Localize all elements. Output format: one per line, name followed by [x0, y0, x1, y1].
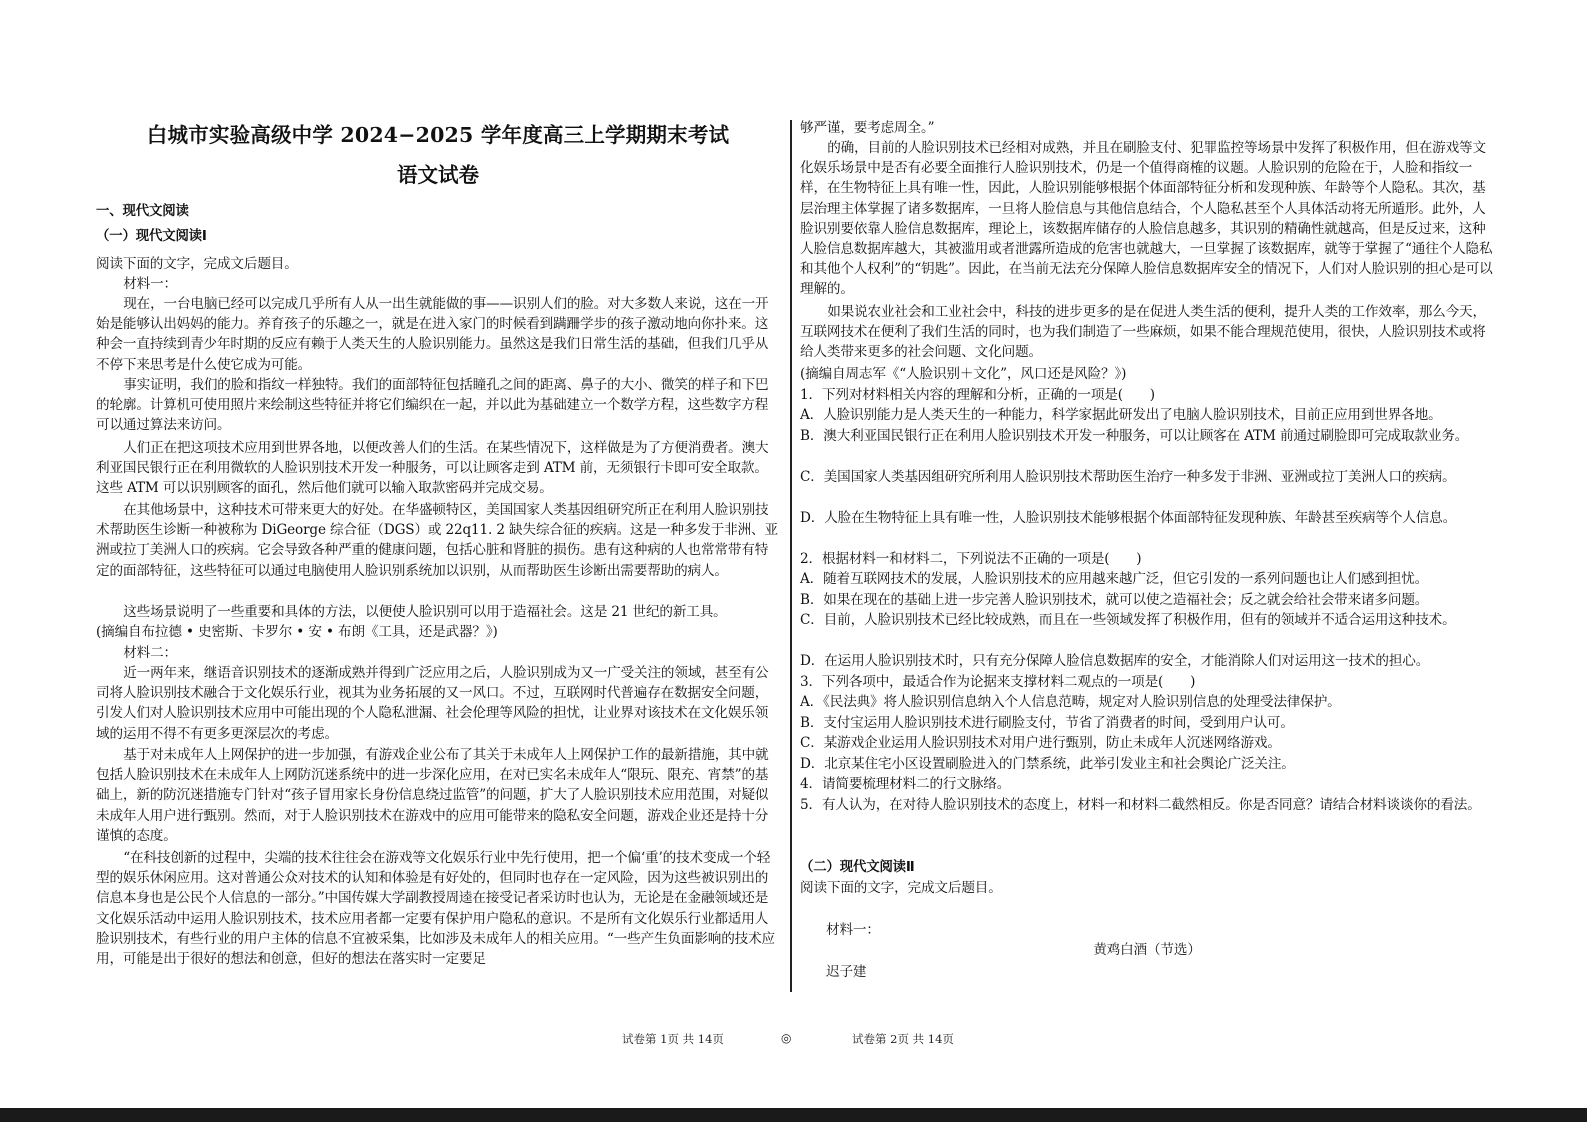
question-4: 4．请简要梳理材料二的行文脉络。	[800, 776, 1011, 792]
material-1-source: (摘编自布拉德 • 史密斯、卡罗尔 • 安 • 布朗《工具，还是武器？》)	[96, 624, 498, 640]
question-2: 2．根据材料一和材料二，下列说法不正确的一项是( )	[800, 551, 1142, 567]
question-2-option-a: A．随着互联网技术的发展，人脸识别技术的应用越来越广泛，但它引发的一系列问题也让人们感到担忧。	[800, 571, 1429, 587]
question-1-option-c: C．美国国家人类基因组研究所利用人脸识别技术帮助医生治疗一种多发于非洲、亚洲或拉丁美洲人口的疾病。	[800, 469, 1456, 485]
material-2-paragraph-3: “在科技创新的过程中，尖端的技术往往会在游戏等文化娱乐行业中先行使用，把一个偏‘重’的技术变成一个轻型的娱乐休闲应用。这对普通公众对技术的认知和体验是有好处的，但同时也存在一定风险，因为这些被识别出的信息本身也是公民个人信息的一部分。”中国传媒大学副教授周逵在接受记者采访时也认为，无论是在金融领域还是文化娱乐活动中运用人脸识别技术，技术应用者都一定要有保护用户隐私的意识。不是所有文化娱乐行业都适用人脸识别技术，有些行业的用户主体的信息不宜被采集，比如涉及未成年人的相关应用。“一些产生负面影响的技术应用，可能是出于很好的想法和创意，但好的想法在落实时一定要足	[96, 850, 775, 968]
material-2-continuation: 够严谨，要考虑周全。”	[800, 120, 935, 136]
column-divider	[790, 120, 792, 992]
reading-2-material-1-label: 材料一：	[826, 922, 880, 938]
question-3-option-b: B．支付宝运用人脸识别技术进行刷脸支付，节省了消费者的时间，受到用户认可。	[800, 715, 1294, 731]
reading-instruction: 阅读下面的文字，完成文后题目。	[96, 256, 298, 272]
material-1-paragraph-4: 在其他场景中，这种技术可带来更大的好处。在华盛顿特区，美国国家人类基因组研究所正在利用人脸识别技术帮助医生诊断一种被称为 DiGeorge 综合征（DGS）或 22q11. 2 缺失综合征的疾病。这是一种多发于非洲、亚洲或拉丁美洲人口的疾病。它会导致各种严重的健康问题，包括心脏和肾脏的损伤。患有这种病的人也常常带有特定的面部特征，这些特征可以通过电脑使用人脸识别系统加以识别，从而帮助医生诊断出需要帮助的病人。	[96, 502, 778, 579]
question-2-option-d: D．在运用人脸识别技术时，只有充分保障人脸信息数据库的安全，才能消除人们对运用这一技术的担心。	[800, 653, 1430, 669]
material-2-paragraph-2: 基于对未成年人上网保护的进一步加强，有游戏企业公布了其关于未成年人上网保护工作的最新措施，其中就包括人脸识别技术在未成年人上网防沉迷系统中的进一步深化应用，在对已实名未成年人“限玩、限充、宵禁”的基础上，新的防沉迷措施专门针对“孩子冒用家长身份信息绕过监管”的问题，扩大了人脸识别技术应用范围，对疑似未成年人用户进行甄别。然而，对于人脸识别技术在游戏中的应用可能带来的隐私安全问题，游戏企业还是持十分谨慎的态度。	[96, 747, 769, 844]
material-2-paragraph-1: 近一两年来，继语音识别技术的逐渐成熟并得到广泛应用之后，人脸识别成为又一广受关注的领域，甚至有公司将人脸识别技术融合于文化娱乐行业，视其为业务拓展的又一风口。不过，互联网时代普遍存在数据安全问题，引发人们对人脸识别技术应用中可能出现的个人隐私泄漏、社会伦理等风险的担忧，让业界对该技术在文化娱乐领域的运用不得不有更多更深层次的考虑。	[96, 665, 769, 742]
material-1-paragraph-5: 这些场景说明了一些重要和具体的方法，以便使人脸识别可以用于造福社会。这是 21 世纪的新工具。	[123, 604, 727, 620]
material-1-paragraph-2: 事实证明，我们的脸和指纹一样独特。我们的面部特征包括瞳孔之间的距离、鼻子的大小、微笑的样子和下巴的轮廓。计算机可使用照片来绘制这些特征并将它们编织在一起，并以此为基础建立一个数学方程，这些数字方程可以通过算法来访问。	[96, 377, 769, 434]
material-2-label: 材料二：	[123, 645, 177, 661]
question-3: 3．下列各项中，最适合作为论据来支撑材料二观点的一项是( )	[800, 674, 1196, 690]
material-2-source: (摘编自周志军《“人脸识别＋文化”，风口还是风险？》)	[800, 366, 1127, 382]
question-3-option-c: C．某游戏企业运用人脸识别技术对用户进行甄别，防止未成年人沉迷网络游戏。	[800, 735, 1281, 751]
question-1-option-a: A．人脸识别能力是人类天生的一种能力，科学家据此研发出了电脑人脸识别技术，目前正应用到世界各地。	[800, 407, 1442, 423]
exam-subtitle: 语文试卷	[397, 163, 479, 187]
reading-2-instruction: 阅读下面的文字，完成文后题目。	[800, 880, 1002, 896]
section-heading-reading-2: （二）现代文阅读Ⅱ	[800, 860, 915, 875]
footer-center-icon: ◎	[781, 1031, 792, 1045]
question-1-option-b: B．澳大利亚国民银行正在利用人脸识别技术开发一种服务，可以让顾客在 ATM 前通过刷脸即可完成取款业务。	[800, 428, 1469, 444]
footer-page-right: 试卷第 2页 共 14页	[852, 1032, 954, 1046]
material-1-paragraph-3: 人们正在把这项技术应用到世界各地，以便改善人们的生活。在某些情况下，这样做是为了方便消费者。澳大利亚国民银行正在利用微软的人脸识别技术开发一种服务，可以让顾客走到 ATM 前，无须银行卡即可安全取款。这些 ATM 可以识别顾客的面孔，然后他们就可以输入取款密码并完成交易。	[96, 440, 769, 497]
story-author: 迟子建	[826, 964, 867, 980]
material-2-paragraph-4: 的确，目前的人脸识别技术已经相对成熟，并且在刷脸支付、犯罪监控等场景中发挥了积极作用，但在游戏等文化娱乐场景中是否有必要全面推行人脸识别技术，仍是一个值得商榷的议题。人脸识别的危险在于，人脸和指纹一样，在生物特征上具有唯一性，因此，人脸识别能够根据个体面部特征分析和发现种族、年龄等个人隐私。其次，基层治理主体掌握了诸多数据库，一旦将人脸信息与其他信息结合，个人隐私甚至个人具体活动将无所遁形。此外，人脸识别要依靠人脸信息数据库，理论上，该数据库储存的人脸信息越多，其识别的精确性就越高，但是反过来，这种人脸信息数据库越大，其被滥用或者泄露所造成的危害也就越大，一旦掌握了该数据库，就等于掌握了“通往个人隐私和其他个人权利”的“钥匙”。因此，在当前无法充分保障人脸信息数据库安全的情况下，人们对人脸识别的担心是可以理解的。	[800, 140, 1493, 298]
exam-title: 白城市实验高级中学 2024−2025 学年度高三上学期期末考试	[146, 123, 730, 147]
question-3-option-d: D．北京某住宅小区设置刷脸进入的门禁系统，此举引发业主和社会舆论广泛关注。	[800, 756, 1295, 772]
section-heading-reading-1: （一）现代文阅读Ⅰ	[96, 229, 207, 244]
footer-page-left: 试卷第 1页 共 14页	[622, 1032, 724, 1046]
page-bottom-edge	[0, 1108, 1587, 1122]
material-1-paragraph-1: 现在，一台电脑已经可以完成几乎所有人从一出生就能做的事——识别人们的脸。对大多数人来说，这在一开始是能够认出妈妈的能力。养育孩子的乐趣之一，就是在进入家门的时候看到蹒跚学步的孩子激动地向你扑来。这种会一直持续到青少年时期的反应有赖于人类天生的人脸识别能力。虽然这是我们日常生活的基础，但我们几乎从不停下来思考是什么使它成为可能。	[96, 296, 769, 373]
question-2-option-c: C．目前，人脸识别技术已经比较成熟，而且在一些领域发挥了积极作用，但有的领域并不适合运用这种技术。	[800, 612, 1456, 628]
question-1: 1．下列对材料相关内容的理解和分析，正确的一项是( )	[800, 387, 1155, 403]
question-1-option-d: D．人脸在生物特征上具有唯一性，人脸识别技术能够根据个体面部特征发现种族、年龄甚至疾病等个人信息。	[800, 510, 1457, 526]
question-5: 5．有人认为，在对待人脸识别技术的态度上，材料一和材料二截然相反。你是否同意？请结合材料谈谈你的看法。	[800, 797, 1481, 813]
question-3-option-a: A．《民法典》将人脸识别信息纳入个人信息范畴，规定对人脸识别信息的处理受法律保护。	[800, 694, 1341, 710]
question-2-option-b: B．如果在现在的基础上进一步完善人脸识别技术，就可以使之造福社会；反之就会给社会带来诸多问题。	[800, 592, 1429, 608]
material-1-label: 材料一：	[123, 276, 177, 292]
story-title: 黄鸡白酒（节选）	[1093, 942, 1201, 958]
material-2-paragraph-5: 如果说农业社会和工业社会中，科技的进步更多的是在促进人类生活的便利，提升人类的工作效率，那么今天，互联网技术在便利了我们生活的同时，也为我们制造了一些麻烦，如果不能合理规范使用，很快，人脸识别技术或将给人类带来更多的社会问题、文化问题。	[800, 304, 1486, 361]
section-heading-modern-reading: 一、现代文阅读	[96, 204, 189, 219]
